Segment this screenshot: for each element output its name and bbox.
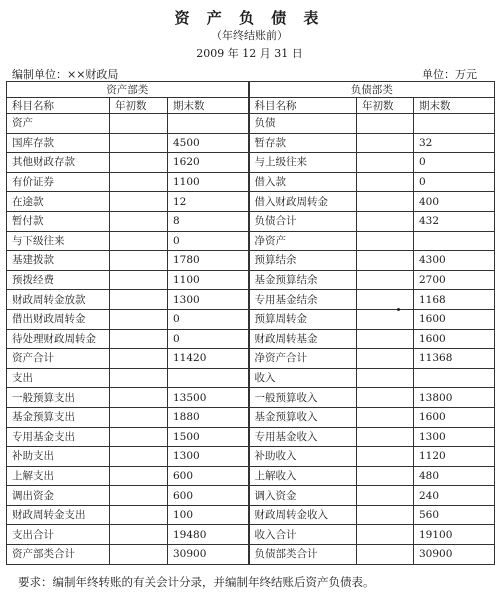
cell-closing-left: 1880 — [168, 407, 249, 427]
table-row — [7, 466, 495, 486]
cell-account-left: 上解支出 — [7, 466, 110, 486]
cell-closing-right: 1168 — [414, 290, 495, 310]
cell-account-right: 一般预算收入 — [249, 388, 357, 408]
cell-opening-left — [110, 349, 168, 369]
cell-closing-right: 19100 — [414, 525, 495, 545]
cell-closing-left: 0 — [168, 231, 249, 251]
cell-account-right: 基金预算结余 — [249, 270, 357, 290]
column-header-row — [7, 98, 495, 114]
cell-opening-left — [110, 525, 168, 545]
cell-opening-left — [110, 192, 168, 212]
cell-opening-right — [357, 349, 414, 369]
cell-closing-right: 0 — [414, 153, 495, 173]
cell-account-left: 基建拨款 — [7, 251, 110, 271]
cell-account-left: 财政周转金支出 — [7, 505, 110, 525]
cell-closing-left: 1500 — [168, 427, 249, 447]
table-row — [7, 251, 495, 271]
column-header-account-left: 科目名称 — [7, 98, 110, 114]
table-row — [7, 407, 495, 427]
cell-account-right: 暂存款 — [249, 133, 357, 153]
cell-opening-right — [357, 231, 414, 251]
cell-closing-right: 432 — [414, 211, 495, 231]
cell-closing-left — [168, 368, 249, 388]
assets-section-header: 资产部类 — [7, 82, 249, 98]
cell-account-right: 收入合计 — [249, 525, 357, 545]
table-row — [7, 447, 495, 467]
cell-account-right: 净资产 — [249, 231, 357, 251]
cell-opening-right — [357, 505, 414, 525]
cell-opening-left — [110, 505, 168, 525]
cell-closing-right: 0 — [414, 172, 495, 192]
cell-account-right: 预算周转金 — [249, 309, 357, 329]
table-row — [7, 388, 495, 408]
cell-opening-right — [357, 270, 414, 290]
cell-opening-left — [110, 407, 168, 427]
cell-opening-right — [357, 368, 414, 388]
cell-opening-right — [357, 545, 414, 565]
cell-account-left: 借出财政周转金 — [7, 309, 110, 329]
cell-account-left: 调出资金 — [7, 486, 110, 506]
stray-mark — [397, 308, 400, 311]
cell-account-left: 暂付款 — [7, 211, 110, 231]
column-header-opening-left: 年初数 — [110, 98, 168, 114]
cell-closing-right: 30900 — [414, 545, 495, 565]
cell-opening-right — [357, 133, 414, 153]
cell-opening-left — [110, 329, 168, 349]
cell-opening-right — [357, 407, 414, 427]
cell-opening-left — [110, 427, 168, 447]
cell-opening-right — [357, 447, 414, 467]
cell-opening-left — [110, 486, 168, 506]
cell-account-right: 调入资金 — [249, 486, 357, 506]
cell-opening-right — [357, 329, 414, 349]
currency-unit: 单位：万元 — [422, 68, 477, 81]
cell-closing-left: 1300 — [168, 290, 249, 310]
column-header-closing-right: 期末数 — [414, 98, 495, 114]
cell-closing-right: 1600 — [414, 309, 495, 329]
cell-closing-right: 1120 — [414, 447, 495, 467]
cell-opening-left — [110, 114, 168, 134]
cell-closing-right: 1600 — [414, 407, 495, 427]
cell-closing-left: 0 — [168, 329, 249, 349]
cell-opening-right — [357, 388, 414, 408]
cell-account-left: 支出 — [7, 368, 110, 388]
cell-closing-right — [414, 368, 495, 388]
cell-opening-right — [357, 525, 414, 545]
table-row — [7, 114, 495, 134]
cell-closing-left: 1300 — [168, 447, 249, 467]
cell-account-right: 预算结余 — [249, 251, 357, 271]
cell-closing-left: 0 — [168, 309, 249, 329]
cell-opening-left — [110, 153, 168, 173]
cell-closing-left: 8 — [168, 211, 249, 231]
cell-closing-right: 2700 — [414, 270, 495, 290]
cell-account-right: 借入财政周转金 — [249, 192, 357, 212]
cell-account-left: 一般预算支出 — [7, 388, 110, 408]
cell-closing-left: 13500 — [168, 388, 249, 408]
cell-opening-left — [110, 172, 168, 192]
cell-account-left: 待处理财政周转金 — [7, 329, 110, 349]
cell-account-right: 上解收入 — [249, 466, 357, 486]
column-header-closing-left: 期末数 — [168, 98, 249, 114]
cell-closing-right: 32 — [414, 133, 495, 153]
cell-opening-left — [110, 211, 168, 231]
cell-closing-left: 1100 — [168, 270, 249, 290]
table-row — [7, 427, 495, 447]
cell-closing-right: 11368 — [414, 349, 495, 369]
cell-account-left: 有价证券 — [7, 172, 110, 192]
liabilities-section-header: 负债部类 — [249, 82, 495, 98]
cell-account-right: 专用基金结余 — [249, 290, 357, 310]
balance-sheet-table — [6, 81, 495, 565]
cell-account-right: 负债 — [249, 114, 357, 134]
cell-closing-left: 4500 — [168, 133, 249, 153]
cell-opening-left — [110, 368, 168, 388]
cell-opening-left — [110, 133, 168, 153]
cell-account-right: 财政周转基金 — [249, 329, 357, 349]
cell-opening-right — [357, 309, 414, 329]
cell-account-left: 专用基金支出 — [7, 427, 110, 447]
cell-closing-right — [414, 231, 495, 251]
table-row — [7, 309, 495, 329]
table-row — [7, 270, 495, 290]
cell-opening-left — [110, 251, 168, 271]
cell-account-right: 收入 — [249, 368, 357, 388]
cell-closing-left: 600 — [168, 486, 249, 506]
section-header-row — [7, 82, 495, 98]
cell-closing-right: 4300 — [414, 251, 495, 271]
cell-opening-left — [110, 447, 168, 467]
cell-opening-left — [110, 545, 168, 565]
report-date: 2009 年 12 月 31 日 — [196, 47, 303, 60]
table-row — [7, 486, 495, 506]
table-row — [7, 349, 495, 369]
table-row — [7, 368, 495, 388]
cell-opening-right — [357, 153, 414, 173]
cell-account-right: 补助收入 — [249, 447, 357, 467]
cell-account-right: 财政周转金收入 — [249, 505, 357, 525]
cell-closing-right: 240 — [414, 486, 495, 506]
cell-account-left: 其他财政存款 — [7, 153, 110, 173]
cell-account-left: 财政周转金放款 — [7, 290, 110, 310]
cell-opening-right — [357, 466, 414, 486]
table-row — [7, 231, 495, 251]
cell-opening-left — [110, 231, 168, 251]
cell-closing-left: 19480 — [168, 525, 249, 545]
cell-closing-left: 600 — [168, 466, 249, 486]
cell-account-right: 借入款 — [249, 172, 357, 192]
cell-closing-left: 1780 — [168, 251, 249, 271]
table-row — [7, 211, 495, 231]
table-row — [7, 172, 495, 192]
table-row — [7, 133, 495, 153]
table-row — [7, 545, 495, 565]
cell-opening-left — [110, 388, 168, 408]
cell-closing-left: 1100 — [168, 172, 249, 192]
cell-closing-left: 11420 — [168, 349, 249, 369]
cell-account-left: 支出合计 — [7, 525, 110, 545]
cell-opening-right — [357, 192, 414, 212]
cell-account-right: 负债部类合计 — [249, 545, 357, 565]
cell-account-left: 在途款 — [7, 192, 110, 212]
cell-account-right: 净资产合计 — [249, 349, 357, 369]
table-row — [7, 153, 495, 173]
cell-closing-right: 1600 — [414, 329, 495, 349]
cell-closing-right: 400 — [414, 192, 495, 212]
cell-opening-right — [357, 114, 414, 134]
cell-closing-right — [414, 114, 495, 134]
cell-opening-right — [357, 172, 414, 192]
preparing-unit: 编制单位：××财政局 — [12, 68, 119, 81]
cell-opening-left — [110, 309, 168, 329]
cell-closing-right: 480 — [414, 466, 495, 486]
cell-closing-left — [168, 114, 249, 134]
cell-account-left: 基金预算支出 — [7, 407, 110, 427]
table-row — [7, 329, 495, 349]
document-title: 资 产 负 债 表 — [174, 9, 325, 27]
cell-account-left: 与下级往来 — [7, 231, 110, 251]
cell-account-left: 资产合计 — [7, 349, 110, 369]
cell-account-right: 基金预算收入 — [249, 407, 357, 427]
cell-account-right: 负债合计 — [249, 211, 357, 231]
cell-closing-left: 100 — [168, 505, 249, 525]
cell-opening-left — [110, 466, 168, 486]
table-row — [7, 505, 495, 525]
table-row — [7, 525, 495, 545]
cell-closing-right: 1300 — [414, 427, 495, 447]
cell-account-right: 专用基金收入 — [249, 427, 357, 447]
table-row — [7, 192, 495, 212]
column-header-opening-right: 年初数 — [357, 98, 414, 114]
column-header-account-right: 科目名称 — [249, 98, 357, 114]
cell-opening-right — [357, 290, 414, 310]
cell-closing-right: 560 — [414, 505, 495, 525]
cell-opening-right — [357, 427, 414, 447]
cell-account-right: 与上级往来 — [249, 153, 357, 173]
cell-closing-left: 12 — [168, 192, 249, 212]
cell-account-left: 预拨经费 — [7, 270, 110, 290]
cell-account-left: 国库存款 — [7, 133, 110, 153]
cell-opening-left — [110, 270, 168, 290]
cell-closing-right: 13800 — [414, 388, 495, 408]
table-row — [7, 290, 495, 310]
cell-closing-left: 30900 — [168, 545, 249, 565]
document-subtitle: （年终结账前） — [211, 29, 288, 42]
cell-closing-left: 1620 — [168, 153, 249, 173]
cell-account-left: 资产部类合计 — [7, 545, 110, 565]
requirement-note: 要求：编制年终转账的有关会计分录，并编制年终结账后资产负债表。 — [18, 575, 375, 589]
cell-account-left: 补助支出 — [7, 447, 110, 467]
cell-opening-right — [357, 486, 414, 506]
cell-opening-right — [357, 251, 414, 271]
cell-opening-right — [357, 211, 414, 231]
cell-account-left: 资产 — [7, 114, 110, 134]
cell-opening-left — [110, 290, 168, 310]
